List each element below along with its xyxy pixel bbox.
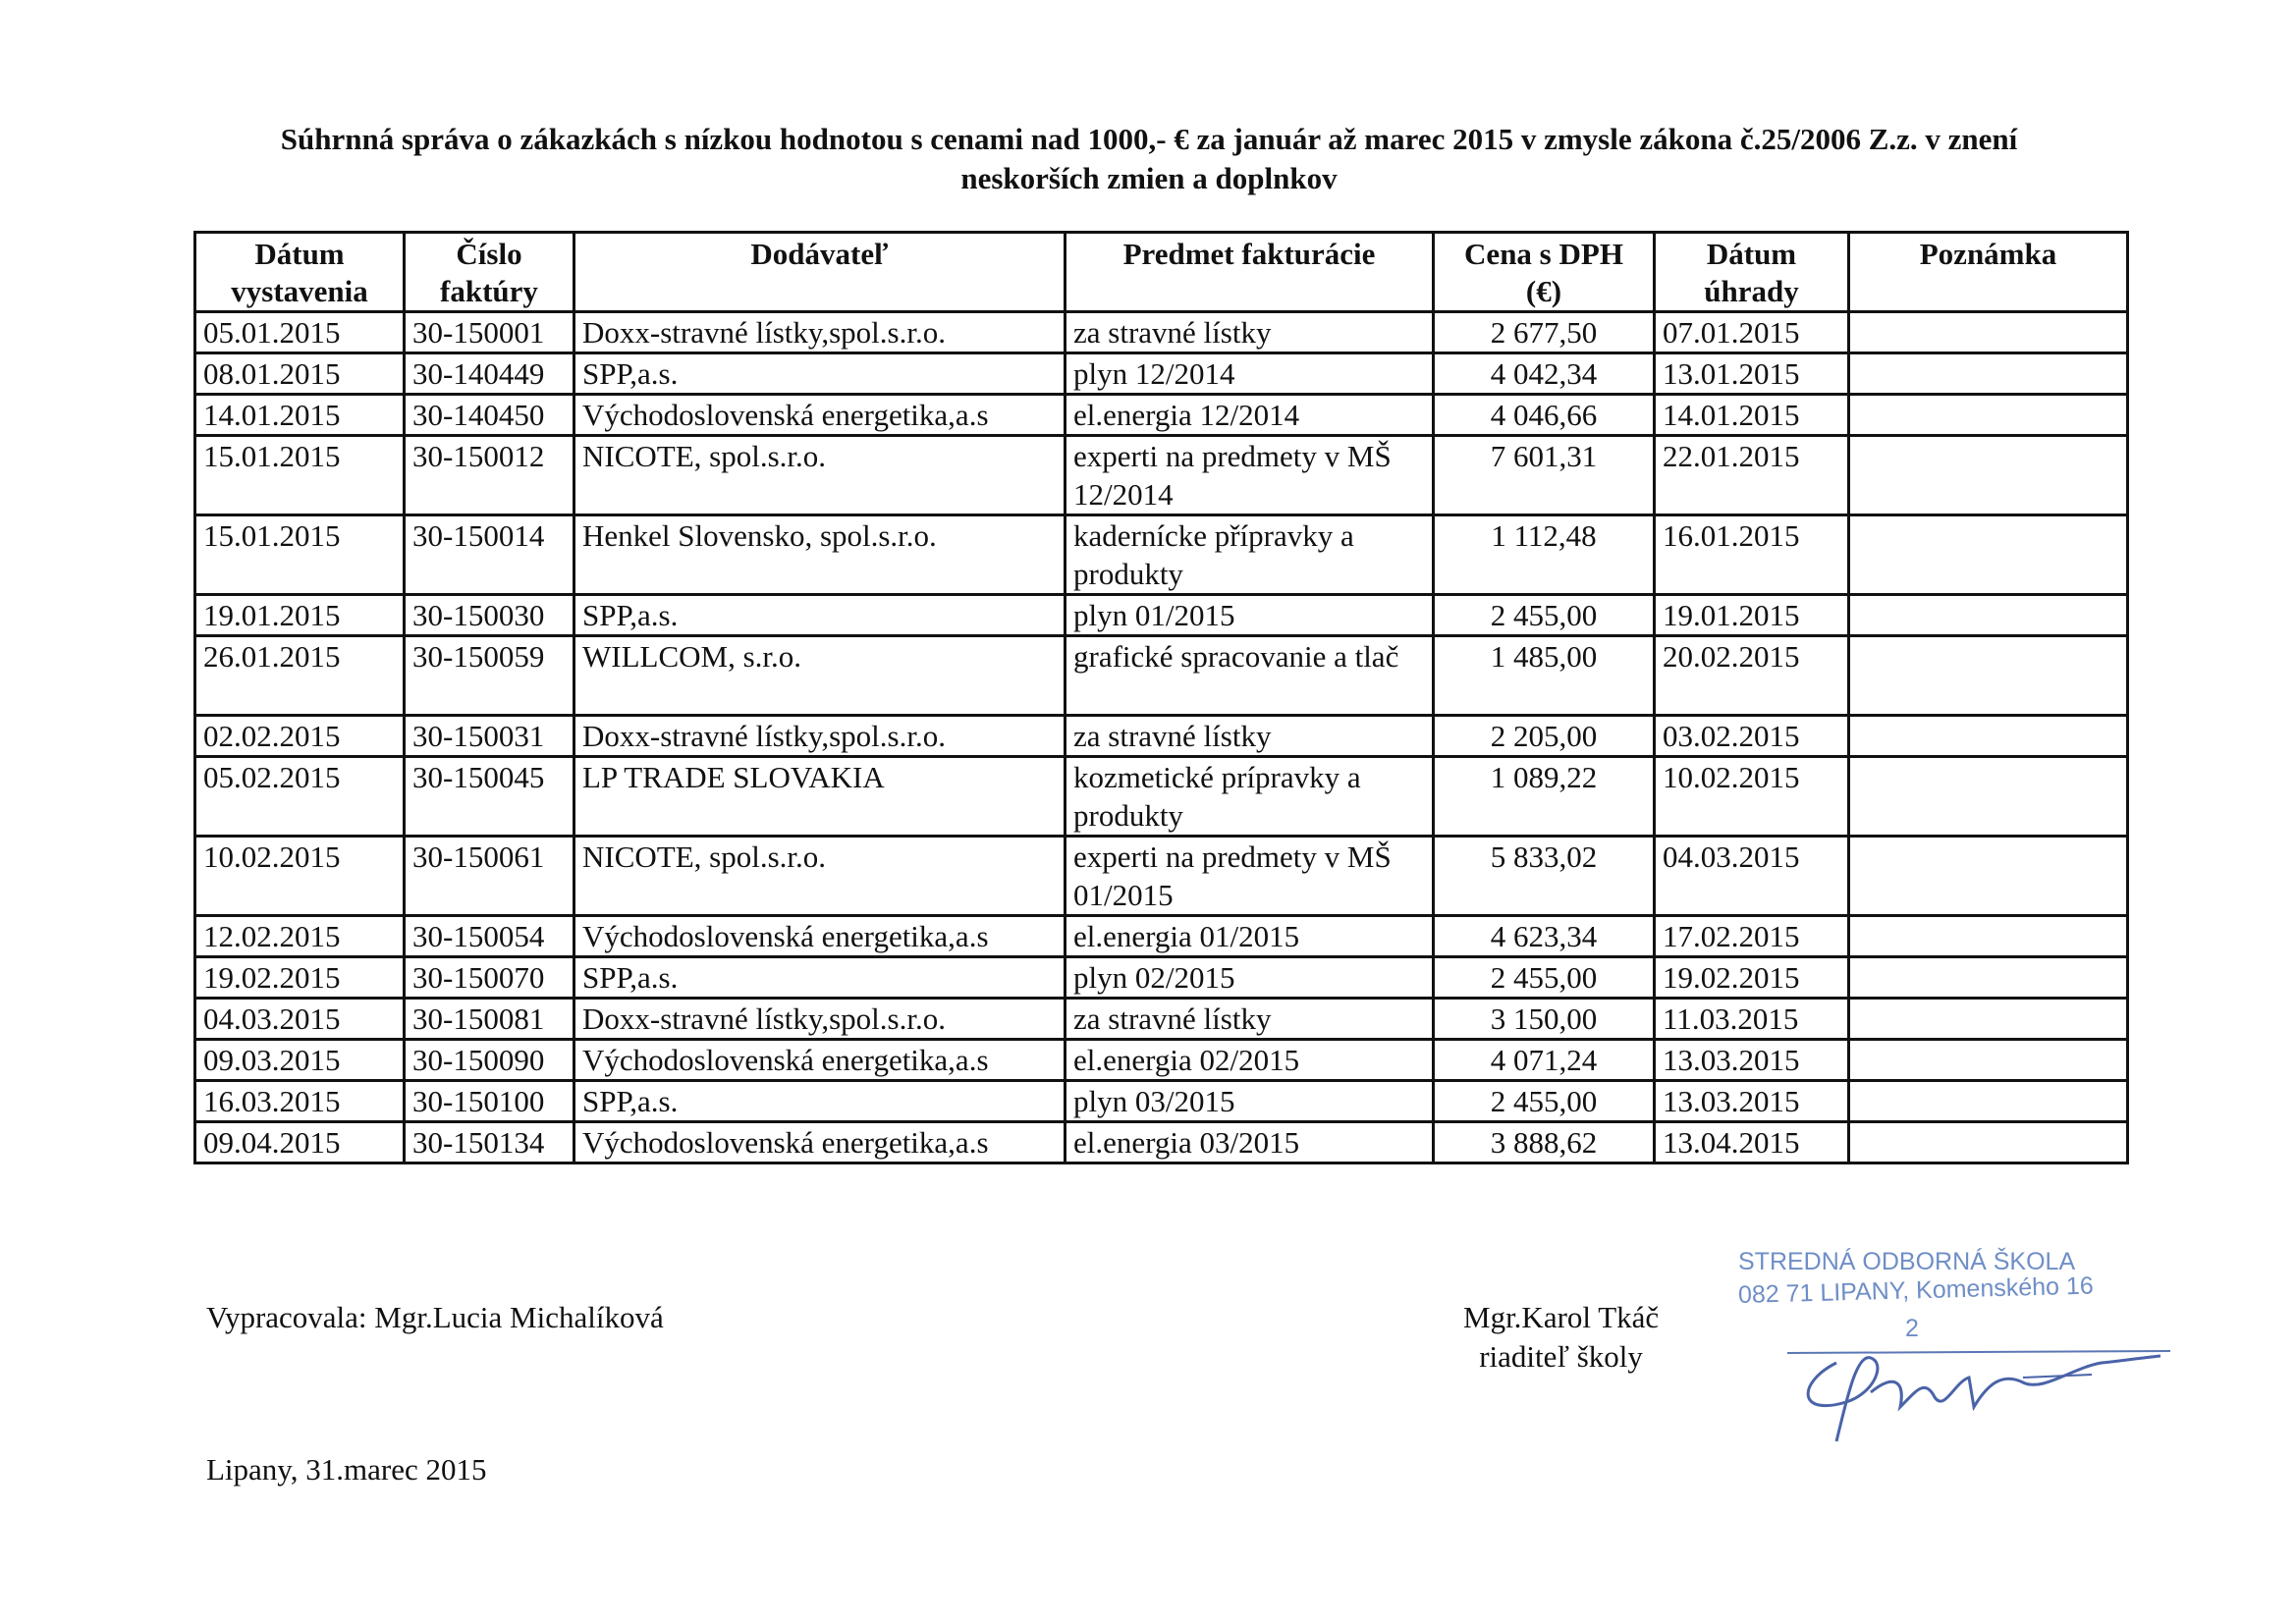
table-row <box>195 312 2128 353</box>
stamp-line-1: STREDNÁ ODBORNÁ ŠKOLA <box>1738 1248 2076 1275</box>
cell-supplier: LP TRADE SLOVAKIA <box>574 757 1066 837</box>
cell-invoice-number: 30-150081 <box>405 999 574 1040</box>
signatory-name: Mgr.Karol Tkáč <box>1463 1300 1660 1334</box>
cell-price: 3 888,62 <box>1434 1122 1655 1163</box>
place-and-date: Lipany, 31.marec 2015 <box>206 1452 487 1487</box>
header-invoice-number: Číslo faktúry <box>405 233 574 312</box>
cell-supplier: NICOTE, spol.s.r.o. <box>574 837 1066 916</box>
cell-invoice-number: 30-150045 <box>405 757 574 837</box>
table-row <box>195 515 2128 595</box>
cell-subject: grafické spracovanie a tlač <box>1066 636 1434 716</box>
cell-note <box>1849 312 2128 353</box>
document-title <box>147 120 2151 198</box>
cell-supplier: Henkel Slovensko, spol.s.r.o. <box>574 515 1066 595</box>
cell-price: 4 071,24 <box>1434 1040 1655 1081</box>
cell-note <box>1849 916 2128 957</box>
cell-subject: plyn 01/2015 <box>1066 595 1434 636</box>
table-row <box>195 1081 2128 1122</box>
table-row <box>195 999 2128 1040</box>
cell-supplier: SPP,a.s. <box>574 353 1066 395</box>
cell-note <box>1849 353 2128 395</box>
cell-note <box>1849 999 2128 1040</box>
cell-date-paid: 14.01.2015 <box>1655 395 1849 436</box>
table-row <box>195 636 2128 716</box>
cell-supplier: WILLCOM, s.r.o. <box>574 636 1066 716</box>
cell-date-issued: 12.02.2015 <box>195 916 405 957</box>
cell-date-paid: 11.03.2015 <box>1655 999 1849 1040</box>
cell-price: 2 677,50 <box>1434 312 1655 353</box>
header-subject: Predmet fakturácie <box>1066 233 1434 312</box>
cell-supplier: Východoslovenská energetika,a.s <box>574 1122 1066 1163</box>
header-date-issued: Dátum vystavenia <box>195 233 405 312</box>
cell-date-issued: 19.01.2015 <box>195 595 405 636</box>
table-row <box>195 757 2128 837</box>
cell-date-issued: 19.02.2015 <box>195 957 405 999</box>
cell-price: 4 046,66 <box>1434 395 1655 436</box>
cell-price: 2 205,00 <box>1434 716 1655 757</box>
table-row <box>195 595 2128 636</box>
stamp-line-2: 082 71 LIPANY, Komenského 16 <box>1737 1271 2095 1309</box>
cell-supplier: NICOTE, spol.s.r.o. <box>574 436 1066 515</box>
cell-invoice-number: 30-150014 <box>405 515 574 595</box>
contracts-table <box>193 231 2129 1164</box>
cell-supplier: Východoslovenská energetika,a.s <box>574 395 1066 436</box>
cell-invoice-number: 30-150100 <box>405 1081 574 1122</box>
cell-note <box>1849 636 2128 716</box>
cell-date-issued: 05.02.2015 <box>195 757 405 837</box>
cell-note <box>1849 1122 2128 1163</box>
cell-supplier: SPP,a.s. <box>574 595 1066 636</box>
cell-date-paid: 03.02.2015 <box>1655 716 1849 757</box>
cell-note <box>1849 1081 2128 1122</box>
cell-date-paid: 16.01.2015 <box>1655 515 1849 595</box>
cell-date-issued: 10.02.2015 <box>195 837 405 916</box>
cell-supplier: SPP,a.s. <box>574 957 1066 999</box>
cell-subject: za stravné lístky <box>1066 312 1434 353</box>
cell-subject: plyn 02/2015 <box>1066 957 1434 999</box>
table-row <box>195 916 2128 957</box>
cell-subject: el.energia 02/2015 <box>1066 1040 1434 1081</box>
cell-subject: el.energia 12/2014 <box>1066 395 1434 436</box>
cell-price: 1 112,48 <box>1434 515 1655 595</box>
cell-note <box>1849 716 2128 757</box>
cell-subject: el.energia 01/2015 <box>1066 916 1434 957</box>
header-date-paid: Dátum úhrady <box>1655 233 1849 312</box>
cell-invoice-number: 30-150054 <box>405 916 574 957</box>
cell-note <box>1849 515 2128 595</box>
cell-date-paid: 13.03.2015 <box>1655 1040 1849 1081</box>
cell-price: 2 455,00 <box>1434 595 1655 636</box>
cell-price: 5 833,02 <box>1434 837 1655 916</box>
cell-subject: za stravné lístky <box>1066 999 1434 1040</box>
cell-invoice-number: 30-150070 <box>405 957 574 999</box>
cell-price: 1 089,22 <box>1434 757 1655 837</box>
cell-note <box>1849 595 2128 636</box>
cell-invoice-number: 30-150030 <box>405 595 574 636</box>
cell-subject: experti na predmety v MŠ 01/2015 <box>1066 837 1434 916</box>
cell-invoice-number: 30-150061 <box>405 837 574 916</box>
cell-supplier: Východoslovenská energetika,a.s <box>574 916 1066 957</box>
cell-subject: el.energia 03/2015 <box>1066 1122 1434 1163</box>
cell-subject: kozmetické prípravky a produkty <box>1066 757 1434 837</box>
cell-invoice-number: 30-150090 <box>405 1040 574 1081</box>
cell-date-issued: 09.04.2015 <box>195 1122 405 1163</box>
cell-price: 2 455,00 <box>1434 957 1655 999</box>
cell-invoice-number: 30-140450 <box>405 395 574 436</box>
cell-supplier: Východoslovenská energetika,a.s <box>574 1040 1066 1081</box>
cell-supplier: Doxx-stravné lístky,spol.s.r.o. <box>574 999 1066 1040</box>
cell-date-issued: 26.01.2015 <box>195 636 405 716</box>
signatory-block <box>1463 1298 1659 1377</box>
table-body <box>195 312 2128 1163</box>
cell-invoice-number: 30-150059 <box>405 636 574 716</box>
cell-date-paid: 17.02.2015 <box>1655 916 1849 957</box>
table-row <box>195 436 2128 515</box>
cell-date-issued: 04.03.2015 <box>195 999 405 1040</box>
cell-date-paid: 13.01.2015 <box>1655 353 1849 395</box>
cell-date-paid: 07.01.2015 <box>1655 312 1849 353</box>
cell-date-issued: 15.01.2015 <box>195 515 405 595</box>
cell-note <box>1849 1040 2128 1081</box>
cell-subject: za stravné lístky <box>1066 716 1434 757</box>
header-supplier: Dodávateľ <box>574 233 1066 312</box>
prepared-by: Vypracovala: Mgr.Lucia Michalíková <box>206 1300 664 1334</box>
cell-date-issued: 08.01.2015 <box>195 353 405 395</box>
cell-price: 4 623,34 <box>1434 916 1655 957</box>
cell-date-issued: 02.02.2015 <box>195 716 405 757</box>
cell-invoice-number: 30-150031 <box>405 716 574 757</box>
cell-note <box>1849 957 2128 999</box>
header-note: Poznámka <box>1849 233 2128 312</box>
cell-subject: experti na predmety v MŠ 12/2014 <box>1066 436 1434 515</box>
cell-invoice-number: 30-150001 <box>405 312 574 353</box>
cell-date-issued: 09.03.2015 <box>195 1040 405 1081</box>
cell-subject: plyn 03/2015 <box>1066 1081 1434 1122</box>
stamp-line-3: 2 <box>1905 1315 1919 1342</box>
cell-supplier: SPP,a.s. <box>574 1081 1066 1122</box>
table-row <box>195 353 2128 395</box>
cell-price: 7 601,31 <box>1434 436 1655 515</box>
cell-price: 1 485,00 <box>1434 636 1655 716</box>
cell-supplier: Doxx-stravné lístky,spol.s.r.o. <box>574 312 1066 353</box>
cell-date-paid: 19.01.2015 <box>1655 595 1849 636</box>
cell-price: 2 455,00 <box>1434 1081 1655 1122</box>
cell-date-issued: 15.01.2015 <box>195 436 405 515</box>
cell-invoice-number: 30-140449 <box>405 353 574 395</box>
table-row <box>195 395 2128 436</box>
signatory-role: riaditeľ školy <box>1479 1339 1643 1374</box>
table-header-row <box>195 233 2128 312</box>
cell-note <box>1849 436 2128 515</box>
cell-date-paid: 13.03.2015 <box>1655 1081 1849 1122</box>
cell-date-paid: 22.01.2015 <box>1655 436 1849 515</box>
table-row <box>195 1040 2128 1081</box>
table-row <box>195 957 2128 999</box>
cell-date-paid: 04.03.2015 <box>1655 837 1849 916</box>
signature-graphic <box>1777 1324 2190 1451</box>
cell-note <box>1849 395 2128 436</box>
cell-date-issued: 14.01.2015 <box>195 395 405 436</box>
cell-price: 4 042,34 <box>1434 353 1655 395</box>
cell-note <box>1849 837 2128 916</box>
cell-date-paid: 19.02.2015 <box>1655 957 1849 999</box>
cell-invoice-number: 30-150012 <box>405 436 574 515</box>
cell-note <box>1849 757 2128 837</box>
cell-supplier: Doxx-stravné lístky,spol.s.r.o. <box>574 716 1066 757</box>
cell-invoice-number: 30-150134 <box>405 1122 574 1163</box>
cell-date-paid: 20.02.2015 <box>1655 636 1849 716</box>
cell-date-paid: 10.02.2015 <box>1655 757 1849 837</box>
cell-date-issued: 16.03.2015 <box>195 1081 405 1122</box>
cell-subject: plyn 12/2014 <box>1066 353 1434 395</box>
header-price: Cena s DPH (€) <box>1434 233 1655 312</box>
table-row <box>195 1122 2128 1163</box>
title-line-1: Súhrnná správa o zákazkách s nízkou hodnotou s cenami nad 1000,- € za január až marec 2015 v zmysle zákona č.25/2006 Z.z. v znení <box>280 122 2018 156</box>
table-row <box>195 716 2128 757</box>
cell-price: 3 150,00 <box>1434 999 1655 1040</box>
table-row <box>195 837 2128 916</box>
cell-date-paid: 13.04.2015 <box>1655 1122 1849 1163</box>
cell-date-issued: 05.01.2015 <box>195 312 405 353</box>
title-line-2: neskorších zmien a doplnkov <box>960 161 1338 195</box>
cell-subject: kadernícke přípravky a produkty <box>1066 515 1434 595</box>
